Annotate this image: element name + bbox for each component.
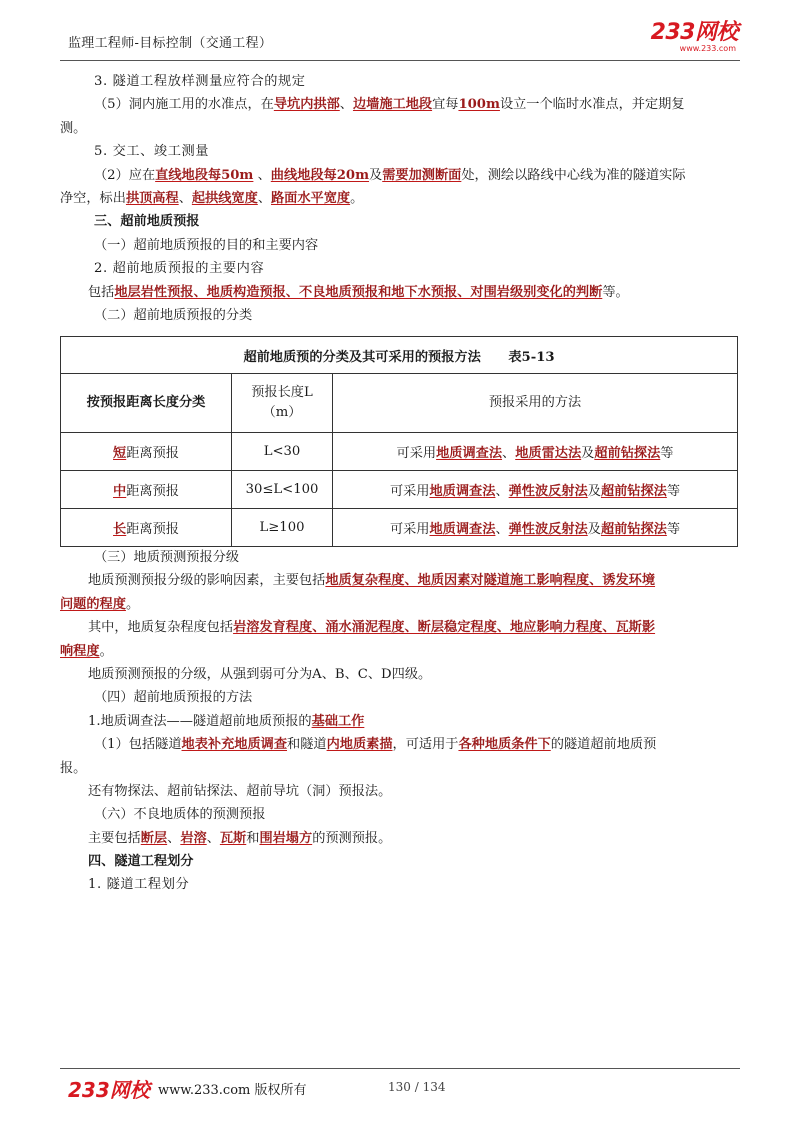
highlight: 拱顶高程 (125, 190, 179, 206)
highlight: 导坑内拱部 (273, 97, 340, 113)
highlight: 问题的程度 (60, 596, 126, 612)
page-header (60, 22, 740, 58)
highlight: 岩溶发育程度、涌水涌泥程度、断层稳定程度、地应影响力程度、瓦斯影 (233, 620, 656, 636)
paragraph: 1.地质调查法——隧道超前地质预报的基础工作 (88, 713, 365, 729)
highlight: 边墙施工地段 (352, 97, 433, 113)
paragraph: 5. 交工、竣工测量 (94, 144, 210, 160)
highlight: 地层岩性预报、地质构造预报、不良地质预报和地下水预报、对围岩级别变化的判断 (114, 284, 603, 300)
copyright-text: www.233.com 版权所有 (158, 1083, 307, 1098)
paragraph-continuation: 报。 (60, 760, 87, 776)
highlight: 内地质素描 (326, 737, 393, 753)
highlight: 100m (458, 97, 500, 113)
table-cell: L<30 (232, 433, 333, 471)
table-header: 预报长度L （m） (232, 374, 333, 433)
paragraph: 3. 隧道工程放样测量应符合的规定 (94, 74, 306, 89)
paragraph: 地质预测预报分级的影响因素，主要包括地质复杂程度、地质因素对隧道施工影响程度、诱发环境 (88, 573, 656, 589)
highlight: 响程度 (60, 643, 100, 659)
table-cell: 30≤L<100 (232, 471, 333, 509)
paragraph-continuation: 响程度。 (60, 643, 113, 659)
document-title: 监理工程师-目标控制（交通工程） (68, 36, 273, 51)
paragraph: 地质预测预报的分级，从强到弱可分为A、B、C、D四级。 (88, 666, 432, 682)
table-cell: 可采用地质调查法、弹性波反射法及超前钻探法等 (333, 509, 738, 547)
paragraph: （5）洞内施工用的水准点，在导坑内拱部、边墙施工地段宜每100m设立一个临时水准点，并定期复 (94, 97, 685, 113)
section-heading: 四、隧道工程划分 (88, 854, 194, 870)
table-caption: 超前地质预的分类及其可采用的预报方法 表5-13 (61, 337, 738, 374)
table-header: 按预报距离长度分类 (61, 374, 232, 433)
paragraph-continuation: 问题的程度。 (60, 596, 140, 612)
paragraph: 其中，地质复杂程度包括岩溶发育程度、涌水涌泥程度、断层稳定程度、地应影响力程度、瓦斯影 (88, 620, 656, 636)
footer-divider (60, 1068, 740, 1069)
highlight: 瓦斯 (219, 830, 247, 846)
subsection-heading: （六）不良地质体的预测预报 (94, 807, 266, 823)
page-number: 130 / 134 (388, 1080, 446, 1094)
subsection-heading: （四）超前地质预报的方法 (94, 690, 253, 706)
paragraph-continuation: 测。 (60, 120, 87, 136)
paragraph: 1. 隧道工程划分 (88, 877, 190, 893)
highlight: 路面水平宽度 (271, 190, 351, 206)
table-cell: 可采用地质调查法、地质雷达法及超前钻探法等 (333, 433, 738, 471)
paragraph: 还有物探法、超前钻探法、超前导坑（洞）预报法。 (88, 783, 392, 799)
logo-wordmark: 233网校 (650, 20, 738, 45)
paragraph-continuation: 净空，标出拱顶高程、起拱线宽度、路面水平宽度。 (60, 190, 364, 206)
table-cell: 长距离预报 (61, 509, 232, 547)
table-cell: 中距离预报 (61, 471, 232, 509)
paragraph: （2）应在直线地段每50m 、曲线地段每20m及需要加测断面处，测绘以路线中心线为准的隧道实际 (94, 167, 686, 183)
highlight: 直线地段每50m (155, 167, 254, 183)
highlight: 需要加测断面 (382, 167, 462, 183)
highlight: 地质复杂程度、地质因素对隧道施工影响程度、诱发环境 (325, 573, 656, 589)
highlight: 岩溶 (180, 830, 207, 846)
page-footer (60, 1074, 740, 1104)
table-header: 预报采用的方法 (333, 374, 738, 433)
content-upper (60, 70, 740, 327)
table-cell: L≥100 (232, 509, 333, 547)
brand-logo[interactable] (651, 22, 738, 53)
highlight: 地表补充地质调查 (181, 737, 288, 753)
paragraph: 包括地层岩性预报、地质构造预报、不良地质预报和地下水预报、对围岩级别变化的判断等。 (88, 284, 629, 300)
logo-url: www.233.com (679, 44, 736, 53)
paragraph: 2. 超前地质预报的主要内容 (94, 261, 265, 277)
content-lower (60, 546, 740, 897)
table-cell: 可采用地质调查法、弹性波反射法及超前钻探法等 (333, 471, 738, 509)
paragraph: （1）包括隧道地表补充地质调查和隧道内地质素描，可适用于各种地质条件下的隧道超前地质预 (94, 737, 657, 753)
highlight: 围岩塌方 (259, 830, 313, 846)
table-row (61, 471, 738, 509)
highlight: 各种地质条件下 (458, 737, 551, 753)
highlight: 起拱线宽度 (191, 190, 258, 206)
highlight: 基础工作 (311, 713, 365, 729)
table-row (61, 433, 738, 471)
table-cell: 短距离预报 (61, 433, 232, 471)
subsection-heading: （一）超前地质预报的目的和主要内容 (94, 237, 319, 253)
highlight: 断层 (140, 830, 168, 846)
header-divider (60, 60, 740, 61)
table-row (61, 509, 738, 547)
section-heading: 三、超前地质预报 (94, 214, 200, 230)
forecast-classification-table (60, 336, 738, 547)
footer-logo[interactable]: 233网校 (68, 1078, 150, 1102)
subsection-heading: （二）超前地质预报的分类 (94, 307, 253, 323)
subsection-heading: （三）地质预测预报分级 (94, 550, 240, 565)
highlight: 曲线地段每20m (270, 167, 370, 183)
paragraph: 主要包括断层、岩溶、瓦斯和围岩塌方的预测预报。 (88, 830, 392, 846)
